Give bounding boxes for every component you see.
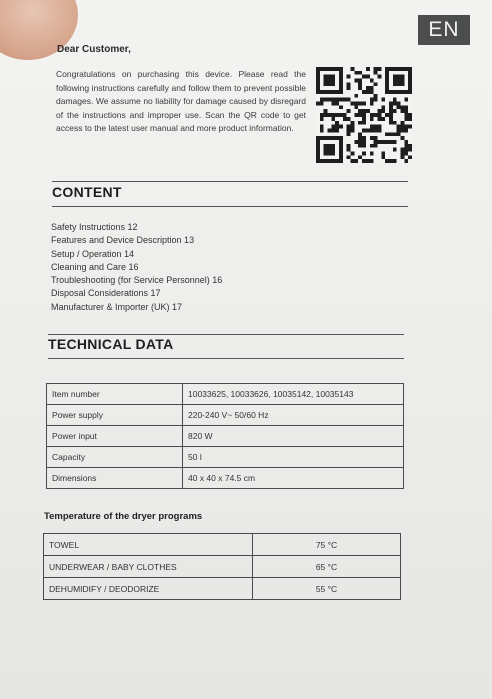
table-row xyxy=(47,405,404,426)
program-name: UNDERWEAR / BABY CLOTHES xyxy=(44,556,253,578)
program-name: DEHUMIDIFY / DEODORIZE xyxy=(44,578,253,600)
toc-item: Setup / Operation 14 xyxy=(51,248,135,259)
toc-item: Manufacturer & Importer (UK) 17 xyxy=(51,301,183,312)
spec-value: 220-240 V~ 50/60 Hz xyxy=(183,405,404,426)
temperature-table xyxy=(43,533,401,600)
qr-code-icon[interactable] xyxy=(316,67,412,163)
table-row xyxy=(44,534,401,556)
toc-item: Features and Device Description 13 xyxy=(51,235,195,246)
spec-label: Item number xyxy=(47,384,183,405)
language-badge: EN xyxy=(418,15,470,45)
spec-value: 10033625, 10033626, 10035142, 10035143 xyxy=(183,384,404,405)
table-row xyxy=(47,384,404,405)
toc-item: Safety Instructions 12 xyxy=(51,222,138,232)
spec-value: 40 x 40 x 74.5 cm xyxy=(183,468,404,489)
toc-item: Troubleshooting (for Service Personnel) 16 xyxy=(51,275,223,286)
spec-label: Capacity xyxy=(47,447,183,468)
program-temperature: 55 °C xyxy=(253,578,401,600)
spec-label: Power input xyxy=(47,426,183,447)
divider xyxy=(52,181,408,182)
program-temperature: 65 °C xyxy=(253,556,401,578)
spec-value: 50 l xyxy=(183,447,404,468)
spec-label: Power supply xyxy=(47,405,183,426)
divider xyxy=(52,206,408,207)
greeting: Dear Customer, xyxy=(57,44,131,55)
program-name: TOWEL xyxy=(44,534,253,556)
technical-data-table xyxy=(46,383,404,489)
spec-value: 820 W xyxy=(183,426,404,447)
table-row xyxy=(44,578,401,600)
toc-item: Disposal Considerations 17 xyxy=(51,288,161,299)
table-row xyxy=(47,426,404,447)
table-row xyxy=(44,556,401,578)
program-temperature: 75 °C xyxy=(253,534,401,556)
divider xyxy=(48,358,404,359)
temperature-heading: Temperature of the dryer programs xyxy=(44,511,203,522)
content-heading: CONTENT xyxy=(52,184,122,200)
table-row xyxy=(47,468,404,489)
toc-item: Cleaning and Care 16 xyxy=(51,261,139,272)
spec-label: Dimensions xyxy=(47,468,183,489)
intro-paragraph: Congratulations on purchasing this device. Please read the following instructions carefully and follow them to prevent possible damages. We assume no liability for damage caused by disregard of the instructions and improper use. Scan the QR code to get access to the latest user manual and more product information. xyxy=(56,69,306,133)
content-list xyxy=(51,221,222,314)
table-row xyxy=(47,447,404,468)
technical-data-heading: TECHNICAL DATA xyxy=(48,336,174,352)
divider xyxy=(48,334,404,335)
